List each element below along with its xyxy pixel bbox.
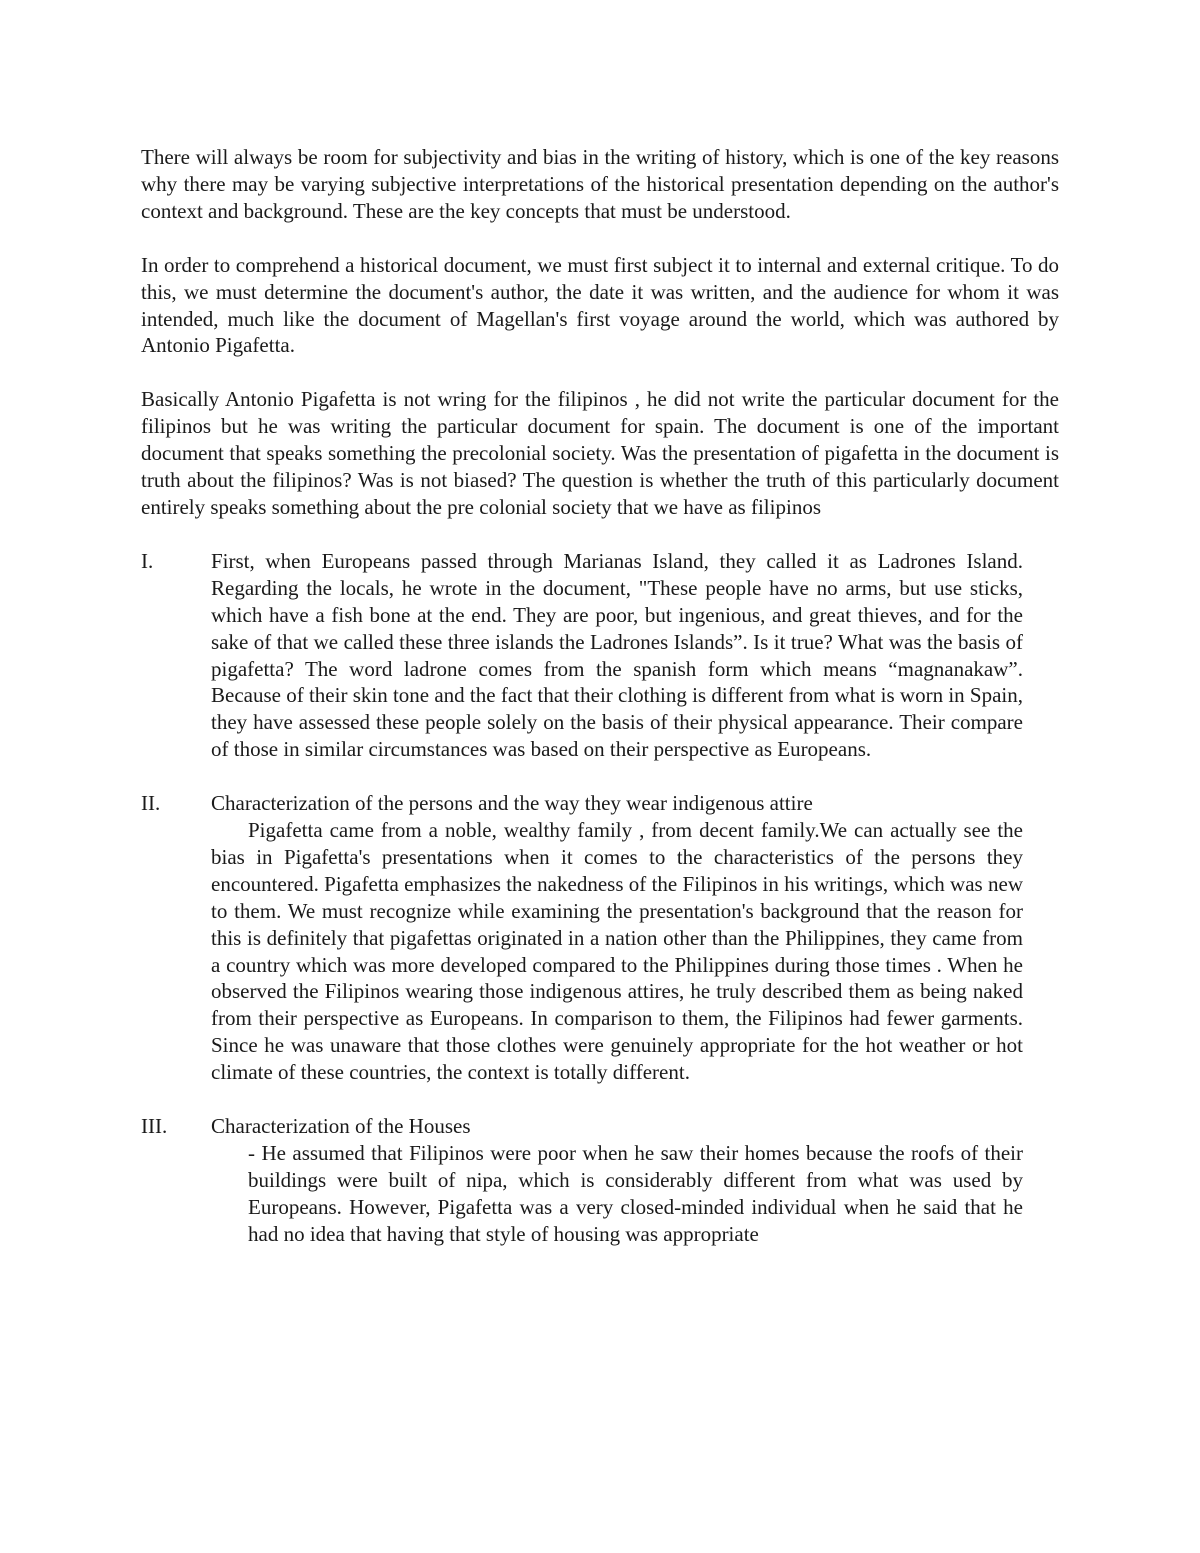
paragraph-critique: In order to comprehend a historical document, we must first subject it to internal and external critique. To do this, we must determine the document's author, the date it was written, and the audience for whom it was intended, much like the document of Magellan's first voyage around the world, which was authored by Antonio Pigafetta. (141, 252, 1059, 358)
list-item-text: First, when Europeans passed through Marianas Island, they called it as Ladrones Island. Regarding the locals, he wrote in the document, "These people have no arms, but use sticks, which have a fish bone at the end. They are poor, but ingenious, and great thieves, and for the sake of that we called these three islands the Ladrones Islands”. Is it true? What was the basis of pigafetta? The word ladrone comes from the spanish form which means “magnanakaw”. Because of their skin tone and the fact that their clothing is different from what is worn in Spain, they have assessed these people solely on the basis of their physical appearance. Their compare of those in similar circumstances was based on their perspective as Europeans. (211, 548, 1023, 762)
list-numeral: III. (141, 1114, 168, 1139)
paragraph-pigafetta: Basically Antonio Pigafetta is not wring for the filipinos , he did not write the particular document for the filipinos but he was writing the particular document for spain. The document is one of the important document that speaks something the precolonial society. Was the presentation of pigafetta in the document is truth about the filipinos? Was is not biased? The question is whether the truth of this particularly document entirely speaks something about the pre colonial society that we have as filipinos (141, 387, 1059, 519)
list-numeral: I. (141, 548, 154, 573)
document-page (141, 144, 1059, 1275)
list-item-2 (106, 790, 1059, 1086)
list-item-1 (106, 548, 1059, 763)
list-item-body (211, 790, 1023, 1086)
list-item-body (211, 548, 1023, 763)
roman-numeral-list (141, 548, 1059, 1248)
list-item-heading: Characterization of the Houses (211, 1114, 471, 1139)
list-item-heading: Characterization of the persons and the way they wear indigenous attire (211, 791, 813, 816)
paragraph-intro: There will always be room for subjectivity and bias in the writing of history, which is one of the key reasons why there may be varying subjective interpretations of the historical presentation depending on the author's context and background. These are the key concepts that must be understood. (141, 145, 1059, 223)
list-item-3 (106, 1113, 1059, 1248)
list-item-body (211, 1113, 1023, 1248)
list-item-text: - He assumed that Filipinos were poor when he saw their homes because the roofs of their buildings were built of nipa, which is considerably different from what was used by Europeans. However, Pigafetta was a very closed-minded individual when he said that he had no idea that having that style of housing was appropriate (248, 1141, 1023, 1246)
list-numeral: II. (141, 791, 161, 816)
list-item-text: Pigafetta came from a noble, wealthy family , from decent family.We can actually see the bias in Pigafetta's presentations when it comes to the characteristics of the persons they encountered. Pigafetta emphasizes the nakedness of the Filipinos in his writings, which was new to them. We must recognize while examining the presentation's background that the reason for this is definitely that pigafettas originated in a nation other than the Philippines, they came from a country which was more developed compared to the Philippines during those times . When he observed the Filipinos wearing those indigenous attires, he truly described them as being naked from their perspective as Europeans. In comparison to them, the Filipinos had fewer garments. Since he was unaware that those clothes were genuinely appropriate for the hot weather or hot climate of these countries, the context is totally different. (211, 818, 1023, 1085)
